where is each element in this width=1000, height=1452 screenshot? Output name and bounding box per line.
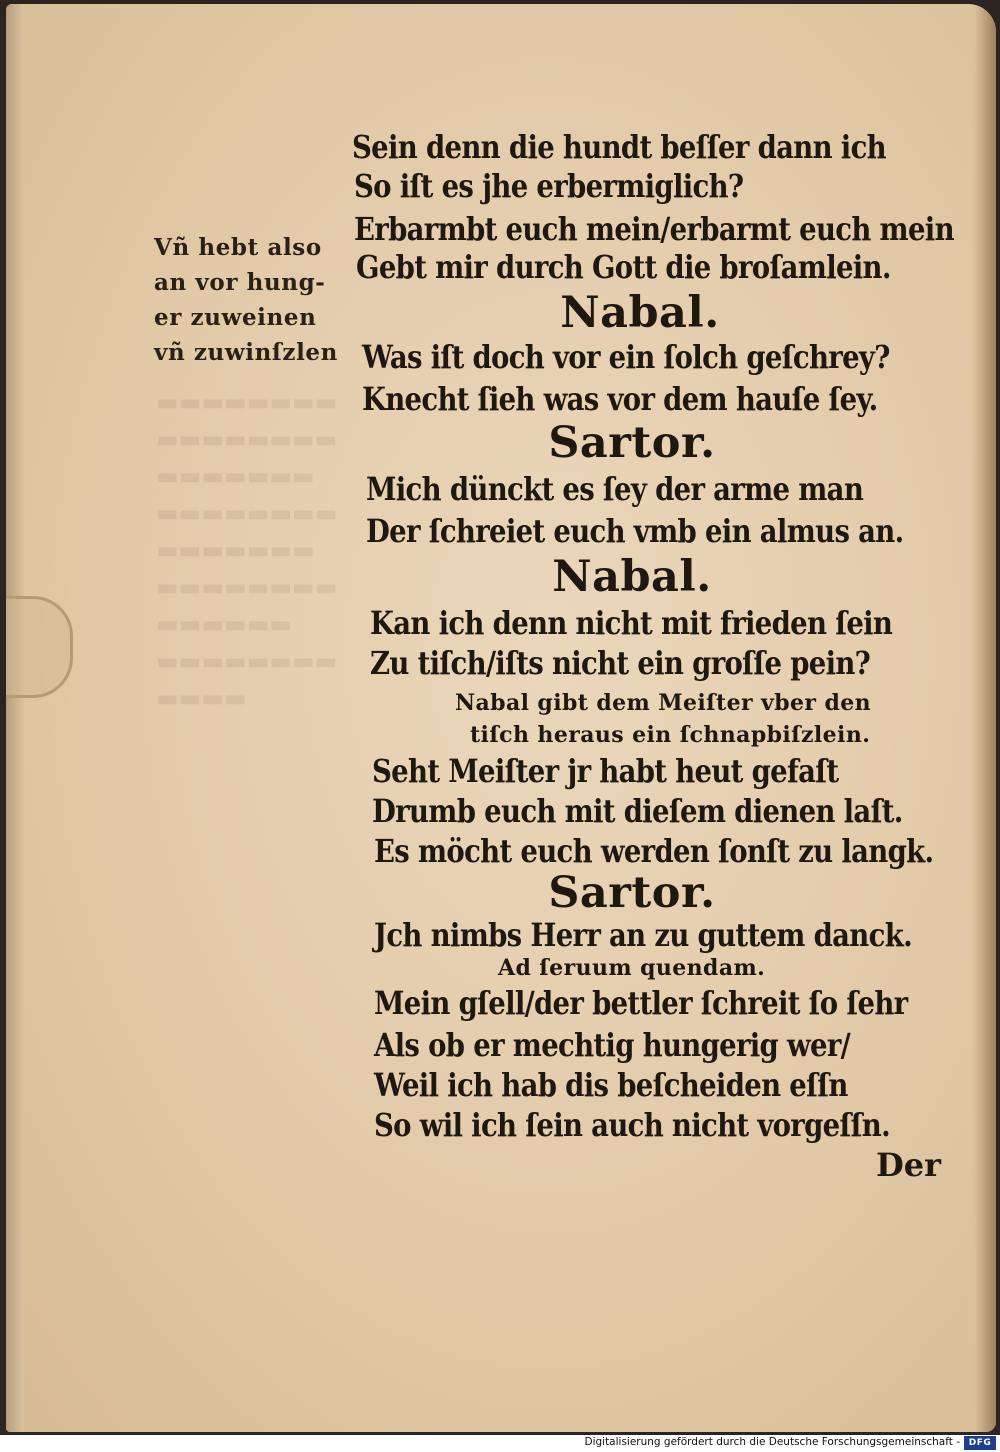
verse-line: Seht Meiſter jr habt heut gefaſt	[372, 752, 839, 790]
verse-line: Gebt mir durch Gott die broſamlein.	[356, 248, 891, 286]
page-right-edge	[970, 4, 996, 1432]
bleed-through-text: ▬▬▬▬▬▬▬▬ ▬▬▬▬▬▬▬▬ ▬▬▬▬▬▬▬ ▬▬▬▬▬▬▬▬ ▬▬▬▬▬▬▬ ▬▬▬▬▬▬▬▬ ▬▬▬▬▬▬ ▬▬▬▬▬▬▬▬ ▬▬▬▬	[156, 388, 338, 712]
marginal-line: er zuweinen	[154, 304, 317, 331]
page-clip	[6, 596, 73, 698]
marginal-line: Vñ hebt also	[154, 234, 322, 261]
verse-line: So wil ich ſein auch nicht vorgeſſn.	[374, 1106, 890, 1144]
verse-line: Mein gſell/der bettler ſchreit ſo ſehr	[374, 984, 908, 1022]
verse-line: Als ob er mechtig hungerig wer/	[374, 1026, 851, 1064]
footer-credit: Digitalisierung gefördert durch die Deutsche Forschungsgemeinschaft -	[584, 1436, 960, 1448]
marginal-stage-direction	[154, 230, 359, 370]
verse-line: Kan ich denn nicht mit frieden ſein	[370, 604, 893, 642]
verse-line: Der ſchreiet euch vmb ein almus an.	[366, 512, 904, 550]
catchword: Der	[876, 1146, 941, 1184]
verse-line: Was iſt doch vor ein ſolch geſchrey?	[362, 338, 890, 376]
stage-direction: Ad ſeruum quendam.	[498, 955, 766, 981]
verse-line: Sein denn die hundt beſſer dann ich	[352, 128, 886, 166]
verse-line: Jch nimbs Herr an zu guttem danck.	[374, 916, 912, 954]
stage-direction: tiſch heraus ein ſchnapbiſzlein.	[470, 722, 871, 748]
verse-line: Zu tiſch/iſts nicht ein groſſe pein?	[370, 644, 871, 682]
speaker-name: Nabal.	[552, 552, 712, 602]
marginal-line: vñ zuwinſzlen	[154, 339, 338, 366]
verse-line: Mich dünckt es ſey der arme man	[366, 470, 864, 508]
verse-line: Es möcht euch werden ſonſt zu langk.	[374, 832, 934, 870]
verse-line: Erbarmbt euch mein/erbarmt euch mein	[354, 210, 954, 248]
dfg-logo-icon: DFG	[964, 1436, 996, 1450]
digitization-footer	[0, 1435, 1000, 1452]
marginal-line: an vor hung-	[154, 269, 326, 296]
speaker-name: Sartor.	[548, 418, 716, 468]
verse-line: Weil ich hab dis beſcheiden eſſn	[374, 1066, 848, 1104]
speaker-name: Nabal.	[560, 288, 720, 338]
verse-line: Knecht ſieh was vor dem hauſe ſey.	[362, 380, 878, 418]
speaker-name: Sartor.	[548, 868, 716, 918]
stage-direction: Nabal gibt dem Meiſter vber den	[455, 690, 872, 716]
verse-line: So iſt es jhe erbermiglich?	[354, 167, 744, 205]
page-left-edge	[6, 4, 24, 1432]
verse-line: Drumb euch mit dieſem dienen laſt.	[372, 792, 903, 830]
